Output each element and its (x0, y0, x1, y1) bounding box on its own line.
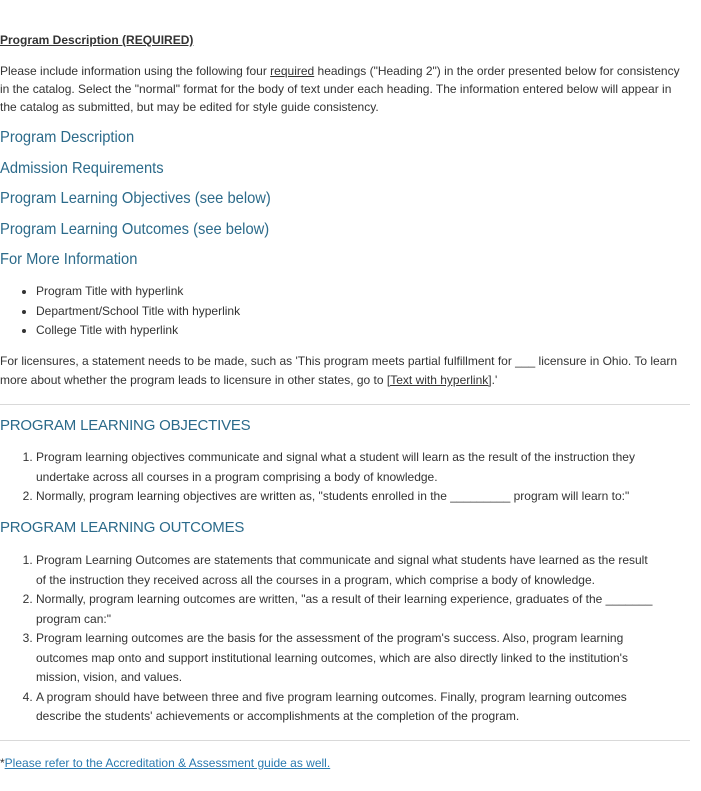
list-item: • Program Title with hyperlink (36, 282, 240, 302)
list-item: • Department/School Title with hyperlink (36, 302, 240, 322)
licensure-end: .' (491, 373, 498, 387)
intro-text-2: headings ("Heading 2") in the order presented below for consistency in the catalog. Select the "normal" format for the body of text under each heading. The information entered below will appear in the catalog as submitted, but may be edited for style guide consistency. (0, 64, 680, 114)
outcomes-heading: PROGRAM LEARNING OUTCOMES (0, 519, 245, 536)
list-item: 4. A program should have between three and five program learning outcomes. Finally, program learning outcomes describe the students' achievements or accomplishments at the completion of the program. (36, 688, 656, 727)
list-item: 1. Program Learning Outcomes are statements that communicate and signal what students have learned as the result of the instruction they received across all the courses in a program, which comprise a body of knowledge. (36, 551, 656, 590)
outcomes-list (0, 551, 656, 727)
list-item: 2. Normally, program learning outcomes are written, "as a result of their learning experience, graduates of the _______ program can:" (36, 590, 656, 629)
document-title: Program Description (REQUIRED) (0, 33, 194, 47)
licensure-paragraph (0, 352, 690, 390)
intro-paragraph (0, 62, 690, 116)
divider (0, 740, 690, 741)
licensure-text: For licensures, a statement needs to be made, such as 'This program meets partial fulfillment for ___ licensure in Ohio. To learn more about whether the program leads to licensure in other states, go to (0, 354, 678, 387)
footnote (0, 754, 330, 772)
heading-for-more-information: For More Information (0, 251, 138, 268)
list-item: 3. Program learning outcomes are the basis for the assessment of the program's success. Also, program learning outcomes map onto and support institutional learning outcomes, which are also directly linked to the institution's mission, vision, and values. (36, 629, 656, 688)
intro-required-word: required (270, 64, 315, 78)
heading-program-description: Program Description (0, 129, 135, 146)
heading-program-learning-outcomes: Program Learning Outcomes (see below) (0, 221, 270, 238)
objectives-heading: PROGRAM LEARNING OBJECTIVES (0, 417, 251, 434)
footnote-asterisk: * (0, 756, 5, 770)
list-item: 2. Normally, program learning objectives are written as, "students enrolled in the _________ program will learn to:" (36, 487, 656, 507)
accreditation-guide-link[interactable]: Please refer to the Accreditation & Assessment guide as well. (4, 756, 331, 770)
list-item: 1. Program learning objectives communicate and signal what a student will learn as the result of the instruction they undertake across all courses in a program comprising a body of knowledge. (36, 448, 656, 487)
info-bullet-list (0, 282, 240, 341)
licensure-link[interactable]: [Text with hyperlink] (386, 373, 492, 387)
objectives-list (0, 448, 656, 507)
heading-program-learning-objectives: Program Learning Objectives (see below) (0, 190, 271, 207)
intro-text-1: Please include information using the following four (0, 64, 271, 78)
divider (0, 404, 690, 405)
list-item: • College Title with hyperlink (36, 321, 240, 341)
heading-admission-requirements: Admission Requirements (0, 160, 164, 177)
